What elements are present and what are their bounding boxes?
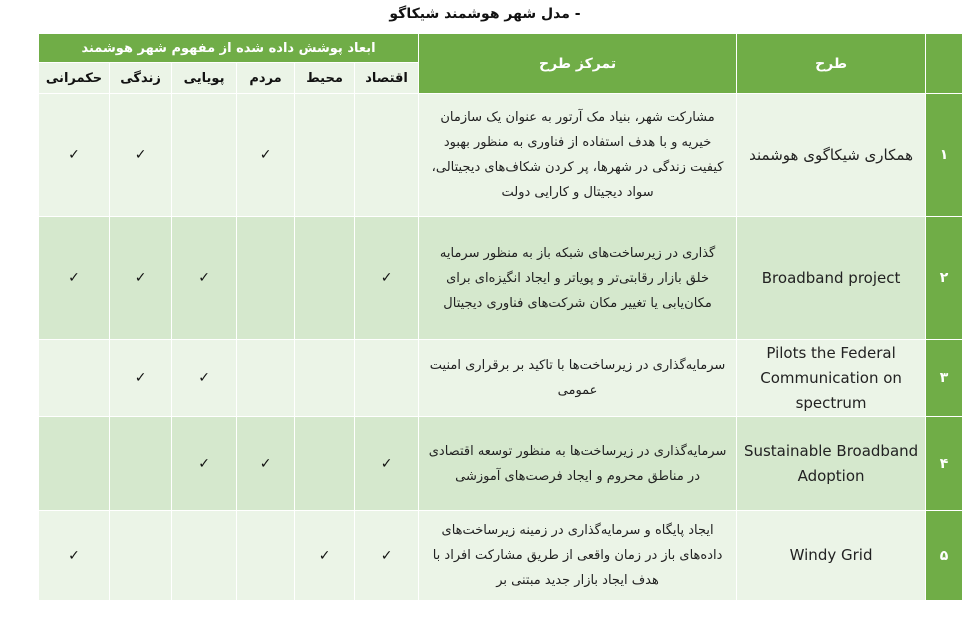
header-row-top	[39, 34, 963, 63]
check-governance: ✓	[39, 94, 110, 217]
header-focus: تمرکز طرح	[419, 34, 737, 94]
header-dimension-people: مردم	[237, 63, 295, 94]
table-row	[39, 217, 963, 340]
table-row	[39, 417, 963, 511]
smart-city-table	[38, 33, 963, 601]
check-governance: ✓	[39, 511, 110, 601]
check-economy	[355, 94, 419, 217]
check-economy: ✓	[355, 417, 419, 511]
row-plan: Pilots the Federal Communication on spectrum	[737, 340, 926, 417]
check-environment: ✓	[295, 511, 355, 601]
header-dimension-economy: اقتصاد	[355, 63, 419, 94]
table-row	[39, 340, 963, 417]
table-row	[39, 94, 963, 217]
check-people	[237, 511, 295, 601]
check-environment	[295, 417, 355, 511]
row-plan: Broadband project	[737, 217, 926, 340]
check-governance	[39, 340, 110, 417]
header-dimension-mobility: پویایی	[172, 63, 237, 94]
check-governance: ✓	[39, 217, 110, 340]
row-number: ۵	[926, 511, 963, 601]
header-number	[926, 34, 963, 94]
check-environment	[295, 94, 355, 217]
check-mobility: ✓	[172, 417, 237, 511]
table-caption: - مدل شهر هوشمند شیکاگو	[389, 6, 581, 22]
row-focus: گذاری در زیرساخت‌های شبکه باز به منظور سرمایه خلق بازار رقابتی‌تر و پویاتر و ایجاد انگیزه‌ای برای مکان‌یابی یا تغییر مکان شرکت‌های فناوری دیجیتال	[419, 217, 737, 340]
row-number: ۲	[926, 217, 963, 340]
check-environment	[295, 340, 355, 417]
row-focus: سرمایه‌گذاری در زیرساخت‌ها با تاکید بر برقراری امنیت عمومی	[419, 340, 737, 417]
check-economy: ✓	[355, 217, 419, 340]
check-people: ✓	[237, 94, 295, 217]
header-plan: طرح	[737, 34, 926, 94]
row-plan: همکاری شیکاگوی هوشمند	[737, 94, 926, 217]
check-people	[237, 340, 295, 417]
row-number: ۳	[926, 340, 963, 417]
header-dimension-governance: حکمرانی	[39, 63, 110, 94]
check-people: ✓	[237, 417, 295, 511]
row-number: ۱	[926, 94, 963, 217]
check-economy	[355, 340, 419, 417]
header-dimension-living: زندگی	[110, 63, 172, 94]
check-mobility	[172, 511, 237, 601]
check-living: ✓	[110, 217, 172, 340]
check-people	[237, 217, 295, 340]
row-focus: سرمایه‌گذاری در زیرساخت‌ها به منظور توسعه اقتصادی در مناطق محروم و ایجاد فرصت‌های آموزشی	[419, 417, 737, 511]
check-mobility: ✓	[172, 217, 237, 340]
check-environment	[295, 217, 355, 340]
row-number: ۴	[926, 417, 963, 511]
table-row	[39, 511, 963, 601]
row-plan: Sustainable Broadband Adoption	[737, 417, 926, 511]
header-dimension-environment: محیط	[295, 63, 355, 94]
row-plan: Windy Grid	[737, 511, 926, 601]
check-living	[110, 511, 172, 601]
check-mobility: ✓	[172, 340, 237, 417]
check-economy: ✓	[355, 511, 419, 601]
header-dimensions-group: ابعاد پوشش داده شده از مفهوم شهر هوشمند	[39, 34, 419, 63]
check-living	[110, 417, 172, 511]
row-focus: مشارکت شهر، بنیاد مک آرتور به عنوان یک سازمان خیریه و با هدف استفاده از فناوری به منظور بهبود کیفیت زندگی در شهرها، پر کردن شکاف‌های دیجیتالی، سواد دیجیتال و کارایی دولت	[419, 94, 737, 217]
check-governance	[39, 417, 110, 511]
check-living: ✓	[110, 94, 172, 217]
check-living: ✓	[110, 340, 172, 417]
check-mobility	[172, 94, 237, 217]
row-focus: ایجاد پایگاه و سرمایه‌گذاری در زمینه زیرساخت‌های داده‌های باز در زمان واقعی از طریق مشارکت افراد با هدف ایجاد بازار جدید مبتنی بر	[419, 511, 737, 601]
